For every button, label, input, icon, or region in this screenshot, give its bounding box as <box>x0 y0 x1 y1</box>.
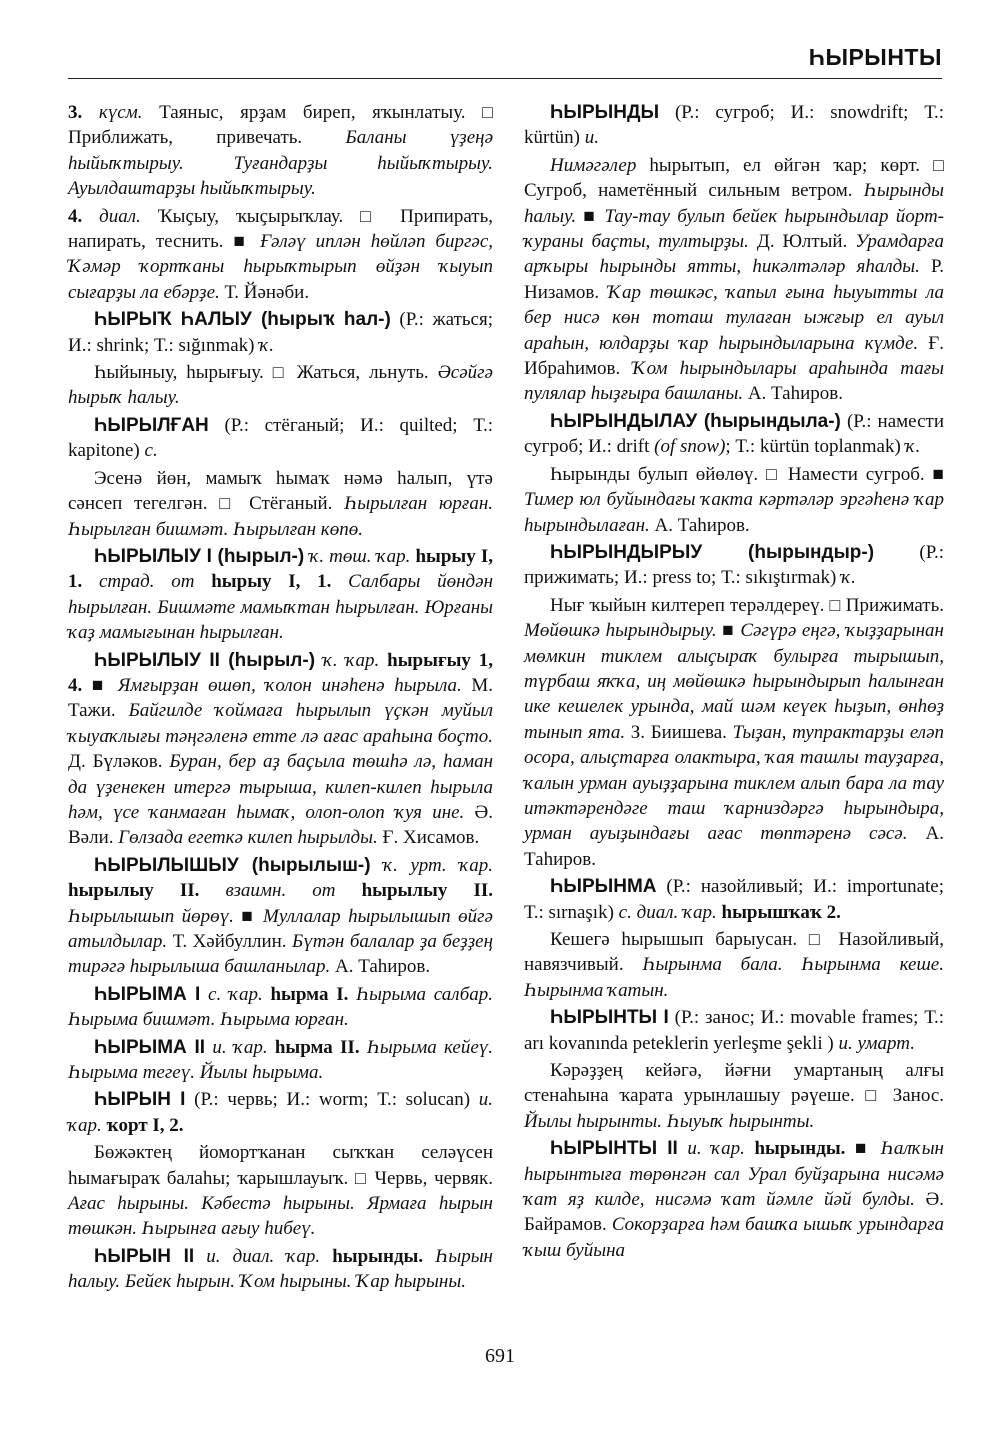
left-column <box>68 100 493 1297</box>
running-head: ҺЫРЫНТЫ <box>808 44 942 70</box>
dictionary-entry-hyryn-1: ҺЫРЫН I (Р.: червь; И.: worm; Т.: solucan) и. ҡар. ҡорт I, 2. <box>68 1089 493 1136</box>
dictionary-entry-hyrynma: ҺЫРЫНМА (Р.: назойливый; И.: importunate; Т.: sırnaşık) с. диал. ҡар. һырышҡаҡ 2. <box>524 876 944 923</box>
dictionary-entry-hyrynty-2: ҺЫРЫНТЫ II и. ҡар. һырынды. ■ Һалҡын һырынтыға төрөнгән сал Урал буйҙарына нисәмә ҡат яҙ килде, нисәмә ҡат йәмле йәй булды. Ә. Байрамов. Сокорҙарға һәм башҡа ышыҡ урындарға ҡыш буйына <box>524 1138 944 1261</box>
dictionary-entry-hyryk-haluu: ҺЫРЫҠ ҺАЛЫУ (һырыҡ һал-) (Р.: жаться; И.: shrink; Т.: sığınmak) ҡ. <box>68 309 493 356</box>
dictionary-entry-hyryn-2: ҺЫРЫН II и. диал. ҡар. һырынды. Һырын һалыу. Бейек һырын. Ҡом һырыны. Ҡар һырыны. <box>68 1245 493 1293</box>
dictionary-entry-hyryndy: ҺЫРЫНДЫ (Р.: сугроб; И.: snowdrift; Т.: kürtün) и. <box>524 102 944 149</box>
dictionary-entry-hyrylgan: ҺЫРЫЛҒАН (Р.: стёганый; И.: quilted; Т.: kapitone) с. <box>68 414 493 462</box>
dictionary-entry-hyryndy-def: Нимәгәлер һырытып, ел өйгән ҡар; көрт. □ Сугроб, наметённый сильным ветром. Һырынды һалыу. ■ Тау-тау булып бейек һырындылар йорт-ҡураны баҫты, тултырҙы. Д. Юлтый. Урамдарға арҡыры һырынды ятты, һикәлтәләр яһалды. Р. Низамов. Ҡар төшкәс, ҡапыл ғына һыуытты ла бер нисә көн тоташ тулаған ыжғыр ел ауыл араһын, юлдарҙы ҡар һырындыларына күмде. Ғ. Ибраһимов. Ҡом һырындылары араһында тағы пулялар һыҙғыра башланы. А. Таһиров. <box>524 154 945 405</box>
dictionary-entry-hyrylyshuu: ҺЫРЫЛЫШЫУ (һырылыш-) ҡ. урт. ҡар. һырылыу II. взаимн. от һырылыу II. Һырылышып йөрөү. ■ Муллалар һырылышып өйгә атылдылар. Т. Хәйбуллин. Бүтән балалар ҙа беҙҙең тирәгә һырылыша башланылар. А. Таһиров. <box>68 854 494 978</box>
dictionary-entry-hyryn-1-def: Бөжәктең йомортҡанан сыҡҡан селәүсен һымағыраҡ балаһы; ҡарышлауыҡ. □ Червь, червяк. Ағас һырыны. Кәбестә һырыны. Ярмаға һырын төшкән. Һырынға ағыу һибеү. <box>68 1142 493 1240</box>
dictionary-entry-hyryluu-2: ҺЫРЫЛЫУ II (һырыл-) ҡ. ҡар. һырығыу 1, 4. ■ Ямғырҙан өшөп, ҡолон инәһенә һырыла. М. Тажи. Байгилде ҡоймаға һырылып үҫкән муйыл ҡыуаҡлығы тәңгәленә етте лә ағас араһына боҫто. Д. Бүләков. Буран, бер аҙ баҫыла төшһә лә, һаман да үҙенекен итергә тырыша, килеп-килеп һырыла һәм, үсе ҡанмаған һымаҡ, олоп-олоп ҡуя ине. Ә. Вәли. Гөлзада егеткә килеп һырылды. Ғ. Хисамов. <box>68 649 494 849</box>
right-column <box>524 100 944 1265</box>
dictionary-entry-hyryma-2: ҺЫРЫМА II и. ҡар. һырма II. Һырыма кейеү. Һырыма тегеү. Йылы һырыма. <box>68 1036 494 1084</box>
dictionary-entry-hyryma-1: ҺЫРЫМА I с. ҡар. һырма I. Һырыма салбар. Һырыма бишмәт. Һырыма юрған. <box>68 983 494 1031</box>
header-rule <box>68 78 942 79</box>
dictionary-entry-hyrynty-1: ҺЫРЫНТЫ I (Р.: занос; И.: movable frames; Т.: arı kovanında peteklerin yerleşme şekli ) и. умарт. <box>524 1007 944 1054</box>
page-number: 691 <box>485 1345 515 1367</box>
dictionary-entry-cont-3: 3. күсм. Таяныс, ярҙам биреп, яҡынлатыу. □ Приближать, привечать. Баланы үҙеңә һыйыҡтырыу. Туғандарҙы һыйыҡтырыу. Ауылдаштарҙы һыйыҡтырыу. <box>68 102 493 200</box>
dictionary-entry-hyrynma-def: Кешегә һырышып барыусан. □ Назойливый, навязчивый. Һырынма бала. Һырынма кеше. Һырынма ҡатын. <box>524 929 945 1001</box>
dictionary-entry-hyrylgan-def: Эсенә йөн, мамыҡ һымаҡ нәмә һалып, үтә сәнсеп тегелгән. □ Стёганый. Һырылған юрған. Һырылған бишмәт. Һырылған көпө. <box>68 467 493 540</box>
dictionary-entry-hyryndylau: ҺЫРЫНДЫЛАУ (һырындыла-) (Р.: намести сугроб; И.: drift (of snow); Т.: kürtün toplanmak) ҡ. <box>524 410 944 458</box>
dictionary-entry-hyrynty-1-def: Кәрәҙҙең кейәгә, йәғни умартаның алғы стенаһына ҡарата урынлашыу рәүеше. □ Занос. Йылы һырынты. Һыуыҡ һырынты. <box>524 1060 945 1132</box>
dictionary-entry-cont-4: 4. диал. Ҡыҫыу, ҡыҫырыҡлау. □ Припирать, напирать, теснить. ■ Ғәләү иплән һөйләп биргәс, Ҡәмәр ҡортҡаны һырыҡтырып өйҙән ҡыуып сығарҙы ла ебәрҙе. Т. Йәнәби. <box>68 205 493 303</box>
dictionary-entry-hyryndyryu: ҺЫРЫНДЫРЫУ (һырындыр-) (Р.: прижимать; И.: press to; Т.: sıkıştırmak) ҡ. <box>524 541 944 589</box>
dictionary-entry-hyryluu-1: ҺЫРЫЛЫУ I (һырыл-) ҡ. төш. ҡар. һырыу I, 1. страд. от һырыу I, 1. Салбары йөндән һырылған. Бишмәте мамыҡтан һырылған. Юрғаны ҡаҙ мамығынан һырылған. <box>68 545 494 644</box>
dictionary-entry-hyryndyryu-def: Нығ ҡыйын килтереп терәлдереү. □ Прижимать. Мөйөшкә һырындырыу. ■ Сәгүрә еңгә, ҡыҙҙарынан мөмкин тиклем алыҫыраҡ булырға тырышып, түрбаш яҡҡа, иң мөйөшкә һырындырып һалынған ике кешелек урында, май шәм кеүек һыҙып, өнһөҙ тынып ята. З. Биишева. Тыҙан, тупрактарҙы еләп осора, алыҫтарға олактыра, ҡая ташлы тауҙарға, ҡалын урман ауыҙҙарына тиклем алып бара ла тау итәктәрендәге таш ҡарниздәргә һырындыра, урман ауыҙындағы ағас төптәренә сәсә. А. Таһиров. <box>524 594 944 870</box>
dictionary-entry-hyryk-haluu-def: Һыйыныу, һырығыу. □ Жаться, льнуть. Әсәйгә һырыҡ һалыу. <box>68 362 493 409</box>
dictionary-entry-hyryndylau-def: Һырынды булып өйөлөү. □ Намести сугроб. ■ Тимер юл буйындағы ҡакта кәртәләр эргәһенә ҡар һырындылаған. А. Таһиров. <box>524 463 945 536</box>
